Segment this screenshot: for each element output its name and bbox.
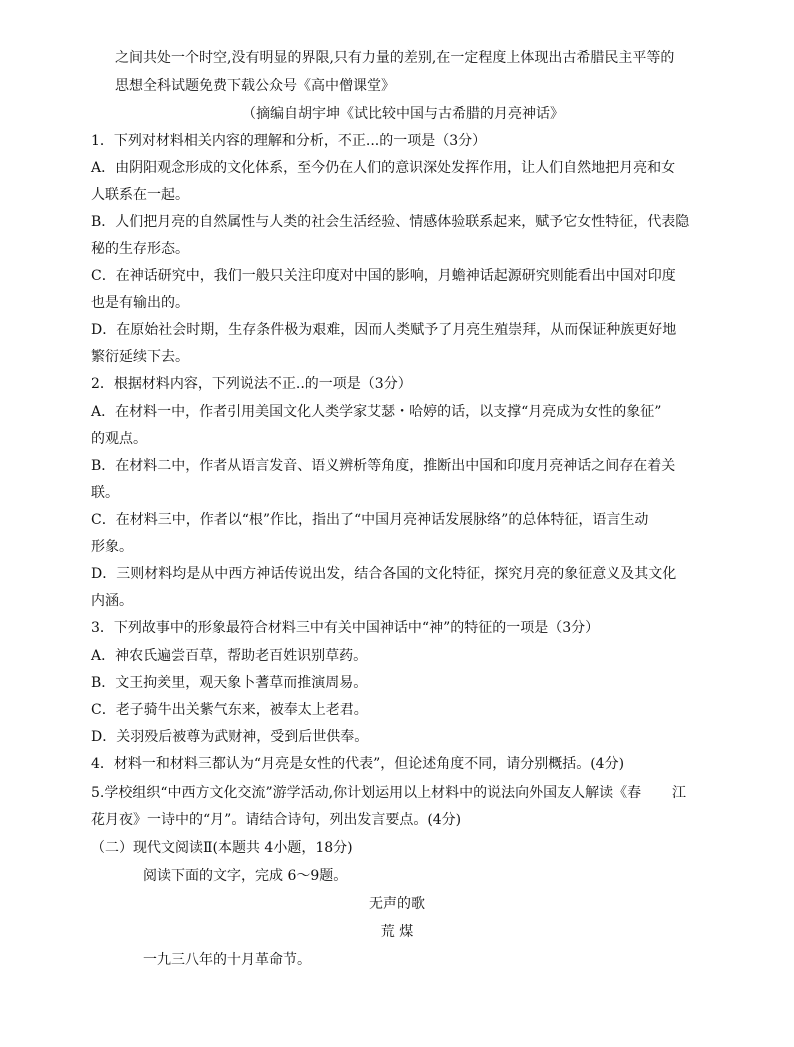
- option-text: D．三则材料均是从中西方神话传说出发，结合各国的文化特征，探究月亮的象征意义及其文化: [91, 566, 677, 582]
- question-4: 4．材料一和材料三都认为“月亮是女性的代表”，但论述角度不同，请分别概括。(4分): [91, 756, 625, 772]
- question-5-cont: 花月夜》一诗中的“月”。请结合诗句，列出发言要点。(4分): [91, 812, 462, 828]
- option-text: 形象。: [91, 539, 133, 555]
- question-1: 1．下列对材料相关内容的理解和分析，不正...的一项是（3分）: [91, 133, 487, 149]
- option-text: 内涵。: [91, 593, 133, 609]
- option-text: B．人们把月亮的自然属性与人类的社会生活经验、情感体验联系起来，赋予它女性特征，代表隐: [91, 214, 690, 230]
- article-first-line: 一九三八年的十月革命节。: [143, 952, 311, 968]
- instruction-text: 阅读下面的文字，完成 6～9题。: [143, 868, 348, 884]
- option-text: C．在神话研究中，我们一般只关注印度对中国的影响，月蟾神话起源研究则能看出中国对印度: [91, 268, 676, 284]
- option-text: B．文王拘羑里，观天象卜蓍草而推演周易。: [91, 675, 368, 691]
- option-text: A．在材料一中，作者引用美国文化人类学家艾瑟・哈婷的话，以支撑“月亮成为女性的象征”: [91, 404, 662, 420]
- question-5-tail: 江: [672, 785, 686, 801]
- question-3: 3．下列故事中的形象最符合材料三中有关中国神话中“神”的特征的一项是（3分）: [91, 620, 600, 636]
- text-line: 思想全科试题免费下载公众号《高中僧课堂》: [115, 78, 395, 94]
- option-text: 也是有输出的。: [91, 295, 189, 311]
- option-text: 秘的生存形态。: [91, 241, 189, 257]
- option-text: 的观点。: [91, 431, 147, 447]
- article-author: 荒 煤: [380, 924, 414, 940]
- option-text: B．在材料二中，作者从语言发音、语义辨析等角度，推断出中国和印度月亮神话之间存在着关: [91, 458, 676, 474]
- option-text: A．神农氏遍尝百草，帮助老百姓识别草药。: [91, 648, 368, 664]
- question-5: 5.学校组织“中西方文化交流”游学活动,你计划运用以上材料中的说法向外国友人解读《春: [91, 785, 642, 801]
- question-2: 2．根据材料内容，下列说法不正..的一项是（3分）: [91, 376, 412, 392]
- option-text: D．关羽殁后被尊为武财神，受到后世供奉。: [91, 729, 369, 745]
- section-heading: （二）现代文阅读Ⅱ(本题共 4小题，18分): [91, 840, 353, 856]
- source-citation: （摘编自胡宇坤《试比较中国与古希腊的月亮神话》: [242, 106, 564, 122]
- option-text: C．在材料三中，作者以“根”作比，指出了“中国月亮神话发展脉络”的总体特征，语言生动: [91, 512, 649, 528]
- option-text: A．由阴阳观念形成的文化体系，至今仍在人们的意识深处发挥作用，让人们自然地把月亮和女: [91, 160, 676, 176]
- option-text: 联。: [91, 485, 119, 501]
- text-line: 之间共处一个时空,没有明显的界限,只有力量的差别,在一定程度上体现出古希腊民主平等的: [115, 50, 675, 66]
- option-text: 人联系在一起。: [91, 187, 189, 203]
- article-title: 无声的歌: [369, 896, 425, 912]
- option-text: D．在原始社会时期，生存条件极为艰难，因而人类赋予了月亮生殖崇拜，从而保证种族更好地: [91, 322, 677, 338]
- option-text: C．老子骑牛出关紫气东来，被奉太上老君。: [91, 702, 368, 718]
- option-text: 繁衍延续下去。: [91, 349, 189, 365]
